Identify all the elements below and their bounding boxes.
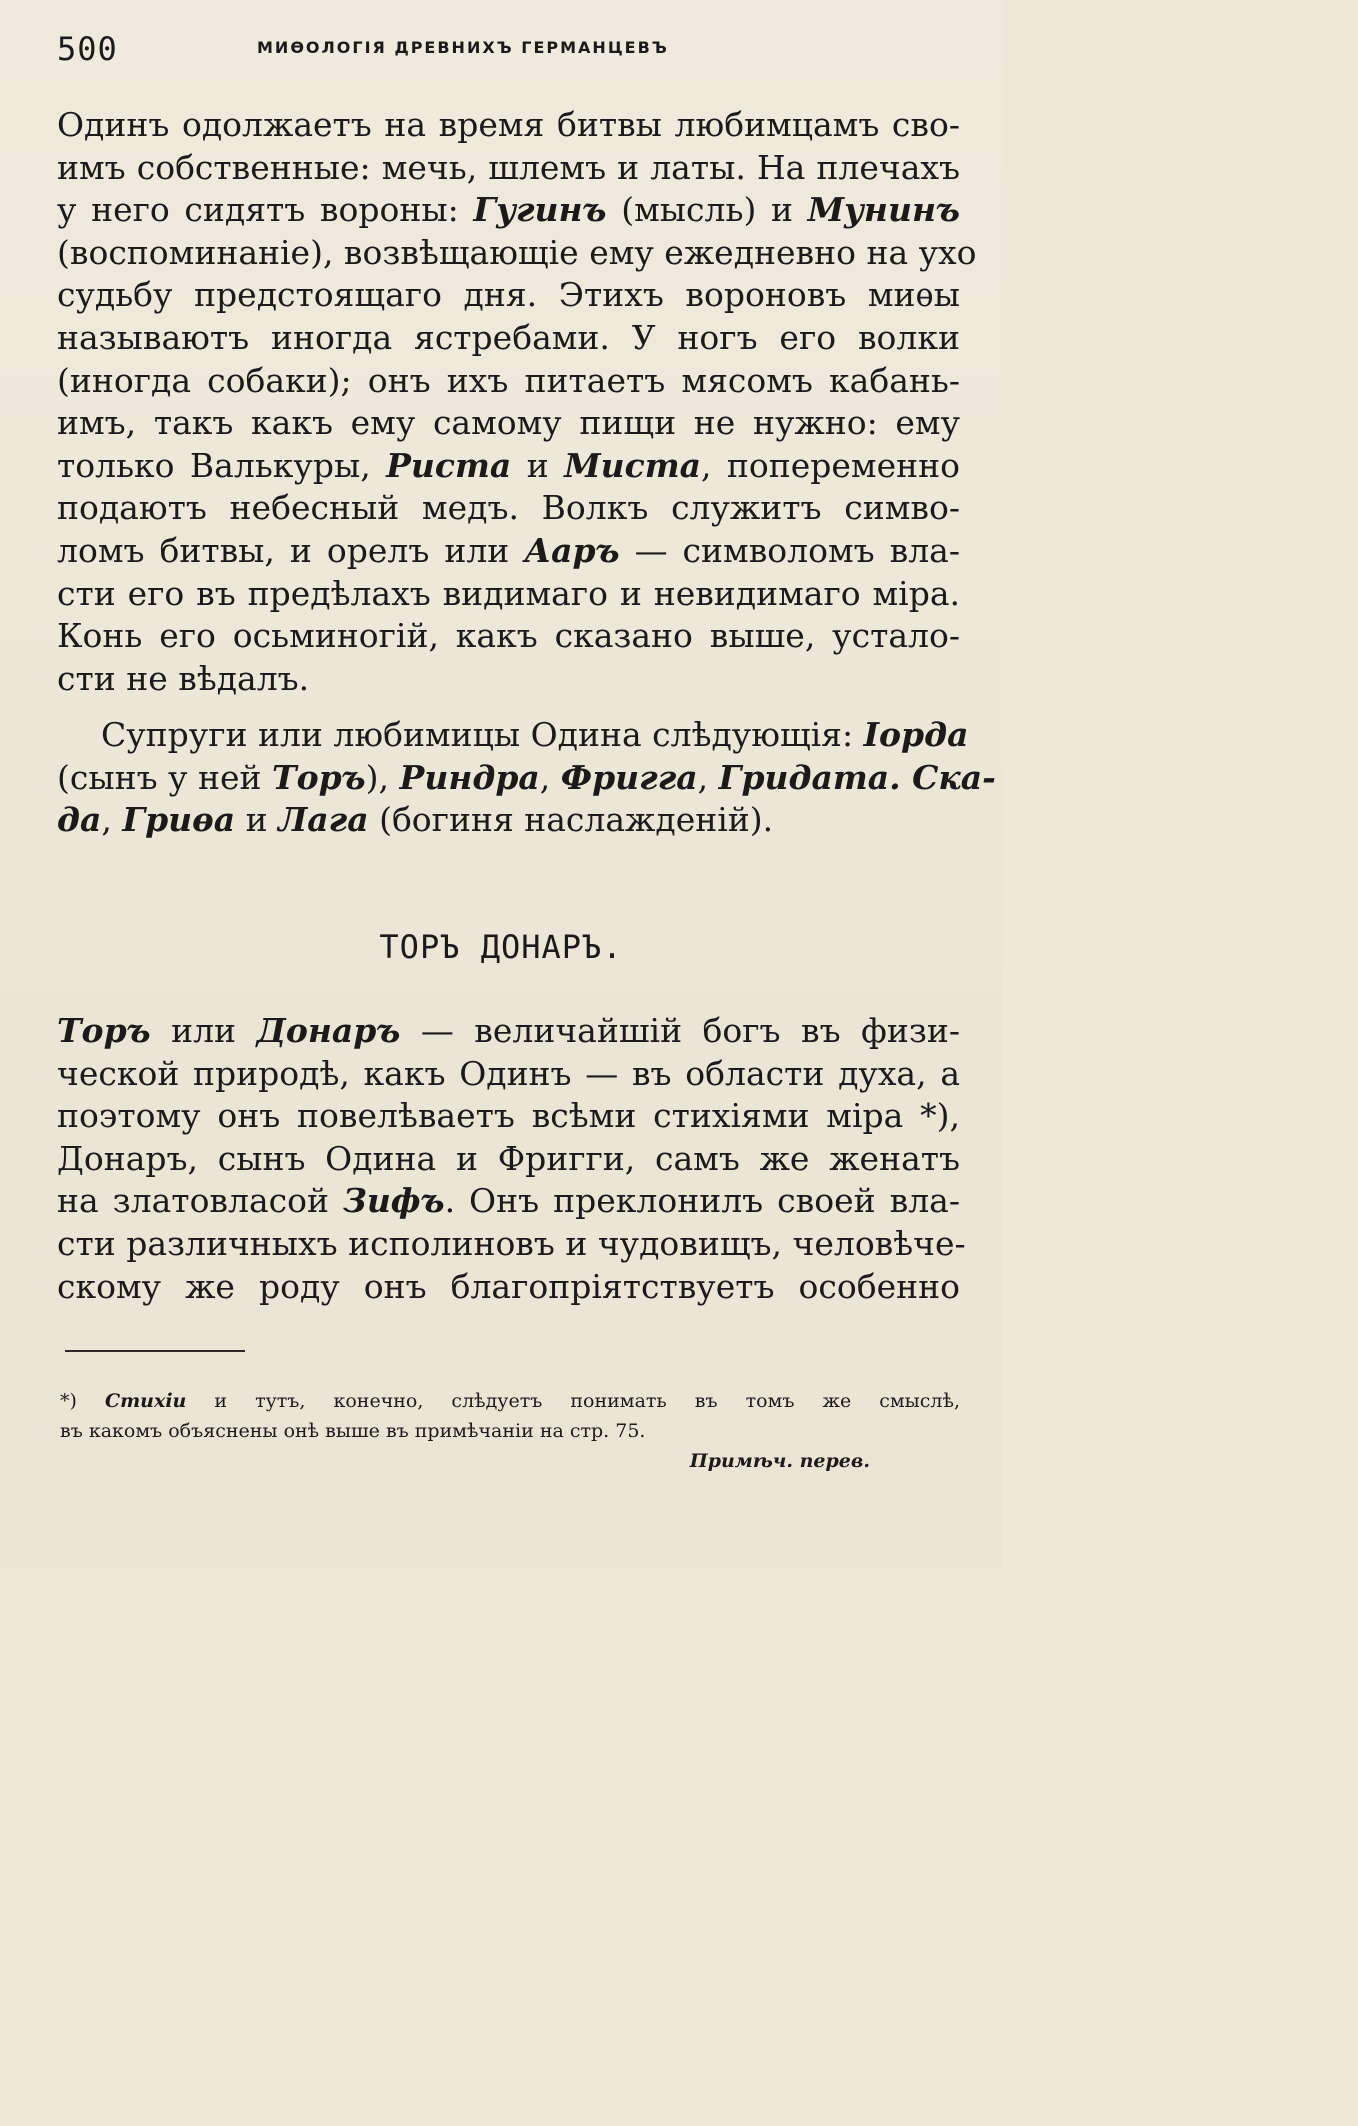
paragraph-thor (57, 1010, 966, 1308)
emphasis-name: Іорда (863, 715, 969, 754)
page-header (57, 30, 962, 70)
footnote-separator (65, 1350, 245, 1352)
text-line: скому же роду онъ благопріятствуетъ особенно (57, 1266, 960, 1306)
emphasis-name: Риста (386, 445, 512, 485)
emphasis-name: Стихіи (104, 1390, 187, 1412)
text-line: судьбу предстоящаго дня. Этихъ вороновъ миѳы (57, 275, 960, 315)
text-line: (воспоминаніе), возвѣщающіе ему ежедневно на ухо (57, 232, 977, 272)
text-line: подаютъ небесный медъ. Волкъ служитъ симво- (57, 488, 960, 528)
emphasis-name: Гридата. Ска- (718, 757, 996, 797)
text-line: Конь его осьминогій, какъ сказано выше, устало- (57, 616, 960, 656)
footnote-marker: *) (60, 1390, 105, 1412)
footnote-line: *) Стихіи и тутъ, конечно, слѣдуетъ понимать въ томъ же смыслѣ, (60, 1390, 960, 1412)
emphasis-name: Лага (278, 800, 369, 840)
text-line: называютъ иногда ястребами. У ногъ его волки (57, 317, 960, 357)
footnote (60, 1386, 960, 1476)
emphasis-name: Мунинъ (807, 190, 960, 230)
text-line: Супруги или любимицы Одина слѣдующія: Іорда (101, 715, 969, 754)
text-line: сти не вѣдалъ. (57, 658, 310, 698)
emphasis-name: да (57, 800, 102, 840)
emphasis-name: Донаръ (256, 1011, 401, 1050)
text-line: имъ, такъ какъ ему самому пищи не нужно: ему (57, 403, 960, 443)
paragraph-spouses (57, 714, 996, 842)
text-line: ческой природѣ, какъ Одинъ — въ области духа, а (57, 1053, 960, 1093)
text-line: Торъ или Донаръ — величайшій богъ въ физи- (57, 1011, 960, 1050)
text-line: имъ собственные: мечь, шлемъ и латы. На плечахъ (57, 147, 960, 187)
text-line: Донаръ, сынъ Одина и Фригги, самъ же женатъ (57, 1138, 960, 1178)
text-line: ломъ битвы, и орелъ или Ааръ — символомъ вла- (57, 530, 960, 570)
paragraph-odin (57, 104, 977, 700)
emphasis-name: Гугинъ (473, 190, 607, 230)
text-line: Одинъ одолжаетъ на время битвы любимцамъ сво- (57, 105, 960, 144)
text-line: поэтому онъ повелѣваетъ всѣми стихіями міра *), (57, 1096, 960, 1136)
emphasis-name: Миста (564, 445, 702, 485)
page-number: 500 (57, 30, 118, 68)
text-line: (сынъ у ней Торъ), Риндра, Фригга, Гридата. Ска- (57, 757, 996, 797)
text-line: у него сидятъ вороны: Гугинъ (мысль) и Мунинъ (57, 190, 960, 230)
emphasis-name: Риндра (399, 757, 540, 797)
text-line: сти различныхъ исполиновъ и чудовищъ, человѣче- (57, 1223, 966, 1263)
section-heading: ТОРЪ ДОНАРЪ. (379, 928, 623, 966)
text-line: (иногда собаки); онъ ихъ питаетъ мясомъ кабань- (57, 360, 960, 400)
emphasis-name: Гриѳа (122, 800, 236, 840)
emphasis-name: Зифъ (343, 1181, 445, 1221)
emphasis-name: Торъ (272, 757, 366, 797)
footnote-line: въ какомъ объяснены онѣ выше въ примѣчаніи на стр. 75. (60, 1420, 646, 1442)
emphasis-name: Фригга (560, 757, 698, 797)
emphasis-name: Торъ (57, 1011, 151, 1050)
text-line: только Валькуры, Риста и Миста, попеременно (57, 445, 960, 485)
text-line: да, Гриѳа и Лага (богиня наслажденій). (57, 800, 774, 840)
emphasis-name: Ааръ (524, 530, 620, 570)
running-title: МИѲОЛОГІЯ ДРЕВНИХЪ ГЕРМАНЦЕВЪ (257, 38, 669, 57)
text-line: на златовласой Зифъ. Онъ преклонилъ своей вла- (57, 1181, 960, 1221)
footnote-signature: Примѣч. перев. (689, 1450, 870, 1472)
text-line: сти его въ предѣлахъ видимаго и невидимаго міра. (57, 573, 960, 613)
